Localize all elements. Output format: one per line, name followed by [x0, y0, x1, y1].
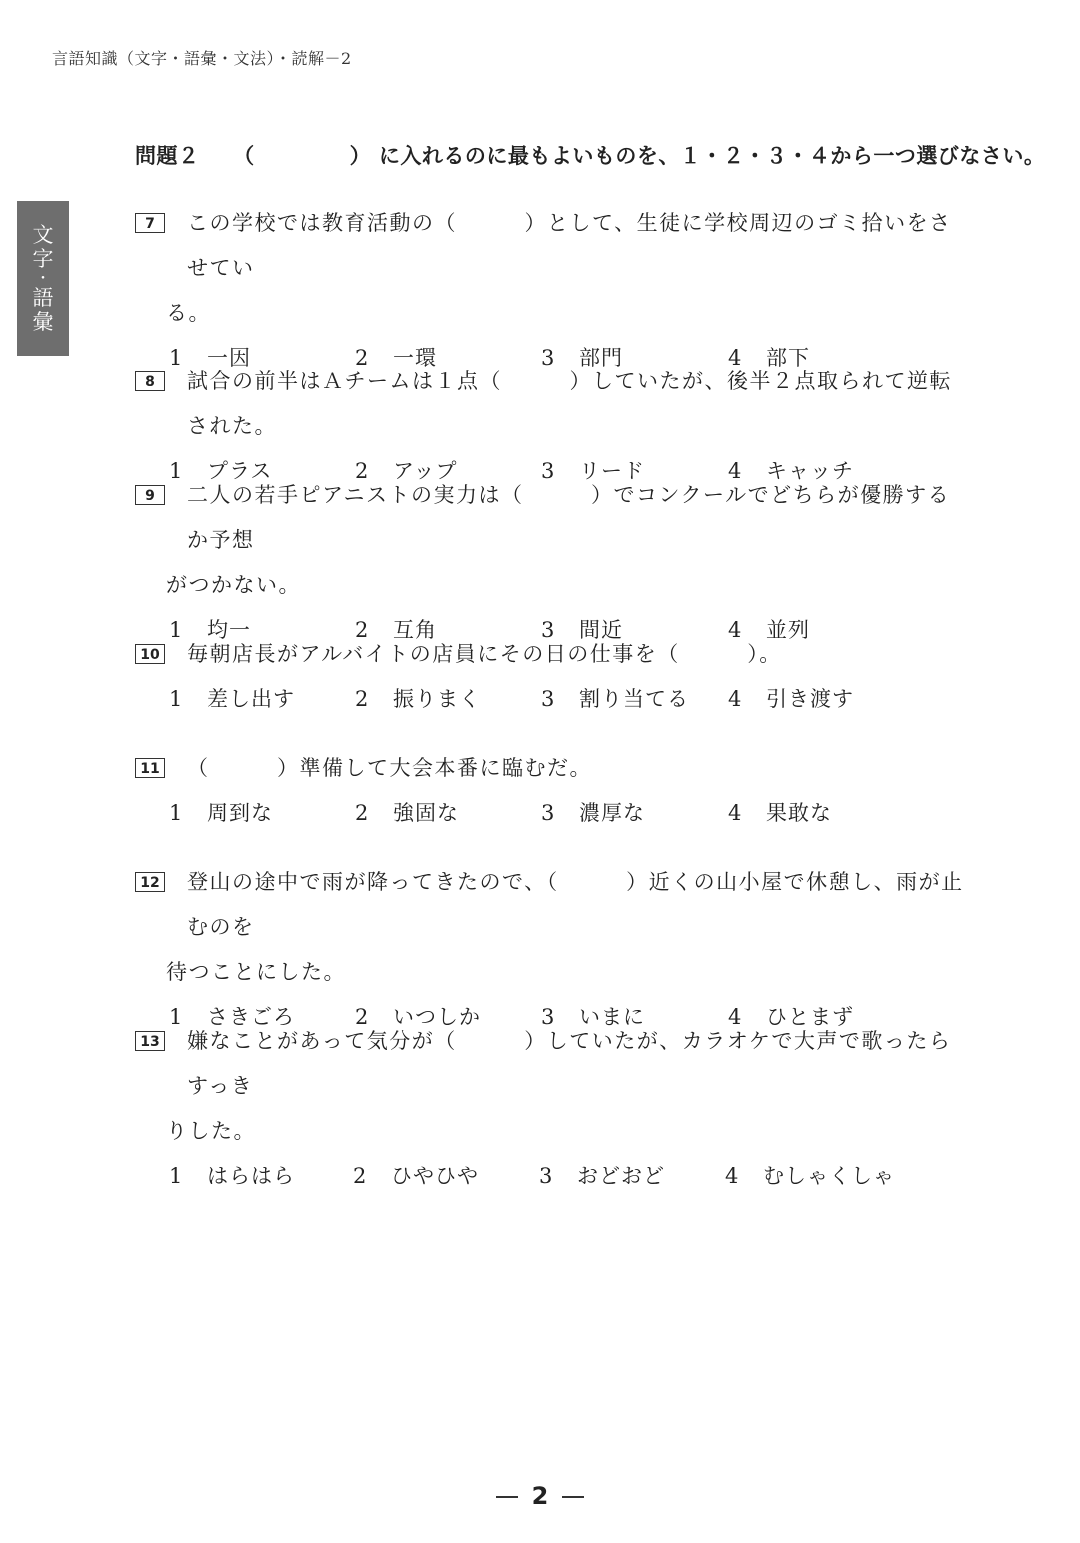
- question: [135, 473, 965, 652]
- question-text-continued: がつかない。: [166, 573, 301, 597]
- answer-option[interactable]: 1 一因: [169, 346, 251, 370]
- answer-option[interactable]: 3 リード: [541, 459, 645, 483]
- answer-option[interactable]: 1 はらはら: [169, 1164, 295, 1188]
- answer-options: [135, 677, 965, 721]
- question-text-continued: 待つことにした。: [166, 960, 346, 984]
- instruction: [135, 140, 1045, 170]
- instruction-label: 問題２: [135, 144, 200, 168]
- answer-option[interactable]: 2 いつしか: [355, 1005, 481, 1029]
- section-tab-char: 彙: [32, 309, 54, 334]
- answer-options: [135, 1154, 965, 1198]
- answer-option[interactable]: 4 果敢な: [728, 801, 832, 825]
- answer-option[interactable]: 4 ひとまず: [728, 1005, 854, 1029]
- answer-option[interactable]: 1 差し出す: [169, 687, 295, 711]
- question-number: 13: [135, 1031, 165, 1051]
- question-text: 嫌なことがあって気分が（ ）していたが、カラオケで大声で歌ったらすっき: [187, 1029, 952, 1098]
- question: [135, 860, 965, 1039]
- answer-option[interactable]: 1 プラス: [169, 459, 273, 483]
- question-text: 試合の前半はＡチームは１点（ ）していたが、後半２点取られて逆転された。: [187, 369, 952, 438]
- instruction-close-paren: ）: [349, 144, 372, 168]
- question: [135, 632, 965, 721]
- answer-option[interactable]: 1 均一: [169, 618, 251, 642]
- question: [135, 201, 965, 380]
- section-tab-char: 字: [32, 247, 54, 272]
- answer-option[interactable]: 1 周到な: [169, 801, 273, 825]
- answer-option[interactable]: 3 おどおど: [539, 1164, 665, 1188]
- footer-dash: [562, 1496, 584, 1498]
- question: [135, 1019, 965, 1198]
- answer-option[interactable]: 3 間近: [541, 618, 623, 642]
- answer-option[interactable]: 2 強固な: [355, 801, 459, 825]
- page-header: 言語知識（文字・語彙・文法）・読解－2: [52, 49, 352, 68]
- section-tab-char: 文: [32, 223, 54, 248]
- answer-option[interactable]: 3 濃厚な: [541, 801, 645, 825]
- question-text: この学校では教育活動の（ ）として、生徒に学校周辺のゴミ拾いをさせてい: [187, 211, 952, 280]
- answer-option[interactable]: 4 むしゃくしゃ: [725, 1164, 895, 1188]
- question-text: 登山の途中で雨が降ってきたので、（ ）近くの山小屋で休憩し、雨が止むのを: [187, 870, 964, 939]
- question-number: 12: [135, 872, 165, 892]
- page-footer: [0, 1482, 1080, 1510]
- answer-option[interactable]: 4 引き渡す: [728, 687, 854, 711]
- answer-option[interactable]: 2 互角: [355, 618, 437, 642]
- question-number: 10: [135, 644, 165, 664]
- answer-options: [135, 791, 965, 835]
- instruction-open-paren: （: [233, 144, 255, 168]
- answer-option[interactable]: 4 並列: [728, 618, 810, 642]
- question: [135, 746, 965, 835]
- question-text: 二人の若手ピアニストの実力は（ ）でコンクールでどちらが優勝するか予想: [187, 483, 951, 552]
- answer-option[interactable]: 4 キャッチ: [728, 459, 854, 483]
- question-number: 11: [135, 758, 165, 778]
- question-number: 9: [135, 485, 165, 505]
- question-text-continued: りした。: [166, 1119, 256, 1143]
- footer-dash: [496, 1496, 518, 1498]
- question-text: （ ）準備して大会本番に臨むだ。: [187, 756, 592, 780]
- question-text: 毎朝店長がアルバイトの店員にその日の仕事を（ ）。: [187, 642, 782, 666]
- section-tab-dot: ・: [36, 270, 50, 287]
- instruction-text: に入れるのに最もよいものを、１・２・３・４から一つ選びなさい。: [378, 144, 1046, 168]
- answer-option[interactable]: 3 割り当てる: [541, 687, 689, 711]
- answer-option[interactable]: 4 部下: [728, 346, 810, 370]
- answer-option[interactable]: 2 ひやひや: [353, 1164, 479, 1188]
- question-text-continued: る。: [166, 301, 211, 325]
- section-tab: [17, 201, 69, 356]
- answer-option[interactable]: 3 部門: [541, 346, 623, 370]
- section-tab-char: 語: [32, 285, 54, 310]
- answer-option[interactable]: 2 振りまく: [355, 687, 481, 711]
- question-number: 7: [135, 213, 165, 233]
- answer-option[interactable]: 3 いまに: [541, 1005, 645, 1029]
- answer-option[interactable]: 2 一環: [355, 346, 437, 370]
- answer-option[interactable]: 1 さきごろ: [169, 1005, 295, 1029]
- answer-option[interactable]: 2 アップ: [355, 459, 458, 483]
- question-number: 8: [135, 371, 165, 391]
- page-number: 2: [531, 1482, 549, 1510]
